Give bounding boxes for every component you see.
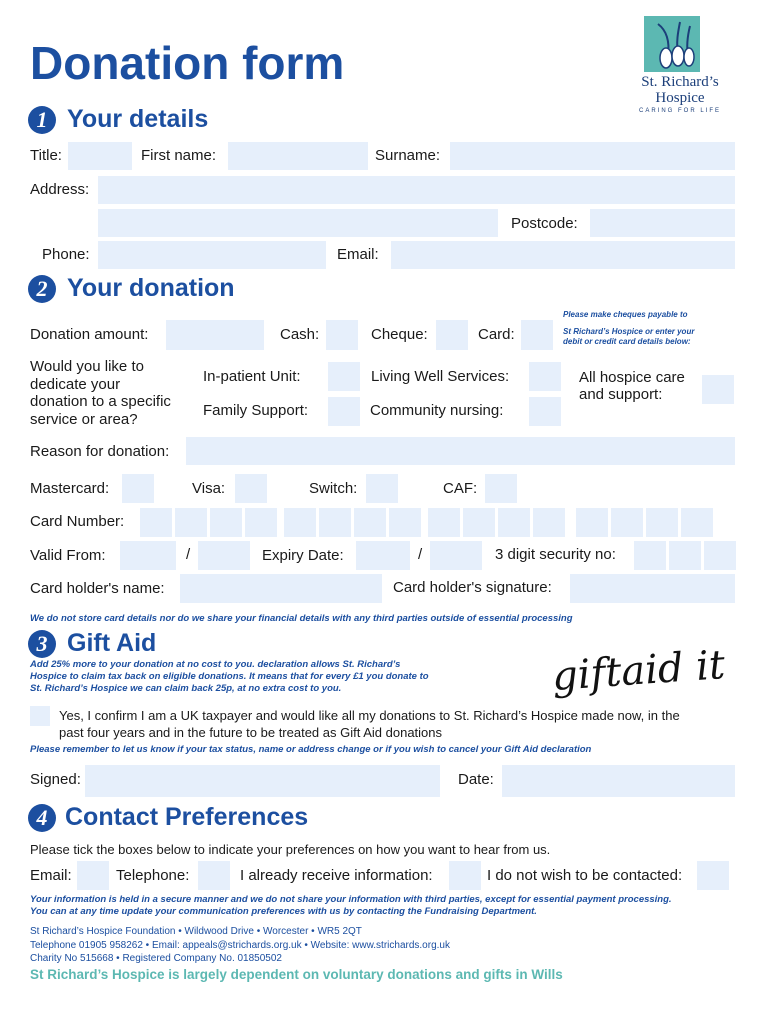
footer-tagline: St Richard’s Hospice is largely dependent on voluntary donations and gifts in Wills xyxy=(30,967,563,982)
firstname-input[interactable] xyxy=(228,142,368,170)
dedicate-line1: Would you like to xyxy=(30,358,144,375)
expiry-month-input[interactable] xyxy=(356,541,410,570)
security-digit-2[interactable] xyxy=(669,541,701,570)
section-2-title: Your donation xyxy=(67,274,235,302)
family-support-label: Family Support: xyxy=(203,402,309,419)
caf-label: CAF: xyxy=(443,480,478,497)
dedicate-line4: service or area? xyxy=(30,411,138,428)
giftaid-intro-line1: Add 25% more to your donation at no cost to you. declaration allows St. Richard’s xyxy=(30,659,401,670)
logo-name-line2: Hospice xyxy=(655,90,705,106)
snowdrop-logo-icon xyxy=(644,16,700,72)
giftaid-intro-line2: Hospice to claim tax back on eligible donations. It means that for every £1 you donate to xyxy=(30,671,429,682)
security-digit-1[interactable] xyxy=(634,541,666,570)
section-3-title: Gift Aid xyxy=(67,629,157,657)
postcode-label: Postcode: xyxy=(511,215,578,232)
donation-amount-input[interactable] xyxy=(166,320,264,350)
card-number-digit-11[interactable] xyxy=(498,508,530,537)
family-support-checkbox[interactable] xyxy=(328,397,360,426)
inpatient-checkbox[interactable] xyxy=(328,362,360,391)
card-number-digit-15[interactable] xyxy=(646,508,678,537)
no-contact-label: I do not wish to be contacted: xyxy=(487,867,683,884)
contact-info-line2: You can at any time update your communication preferences with us by contacting the Fundraising Department. xyxy=(30,906,537,917)
card-holder-signature-label: Card holder's signature: xyxy=(393,579,552,596)
valid-from-label: Valid From: xyxy=(30,547,106,564)
reason-label: Reason for donation: xyxy=(30,443,170,460)
surname-label: Surname: xyxy=(375,147,441,164)
card-holder-name-input[interactable] xyxy=(180,574,382,603)
cash-label: Cash: xyxy=(280,326,320,343)
logo-tagline: CARING FOR LIFE xyxy=(638,108,721,114)
contact-info-line1: Your information is held in a secure manner and we do not share your information with third parties, except for essential payment processing. xyxy=(30,894,672,905)
title-input[interactable] xyxy=(68,142,132,170)
contact-telephone-checkbox[interactable] xyxy=(198,861,230,890)
mastercard-label: Mastercard: xyxy=(30,480,110,497)
card-number-digit-4[interactable] xyxy=(245,508,277,537)
community-nursing-label: Community nursing: xyxy=(370,402,504,419)
card-number-digit-14[interactable] xyxy=(611,508,643,537)
reason-input[interactable] xyxy=(186,437,735,465)
card-number-label: Card Number: xyxy=(30,513,125,530)
inpatient-label: In-patient Unit: xyxy=(203,368,301,385)
card-number-digit-8[interactable] xyxy=(389,508,421,537)
section-4-number: 4 xyxy=(28,804,56,832)
card-number-digit-9[interactable] xyxy=(428,508,460,537)
security-number-label: 3 digit security no: xyxy=(495,546,616,563)
phone-input[interactable] xyxy=(98,241,326,269)
expiry-date-label: Expiry Date: xyxy=(262,547,344,564)
date-input[interactable] xyxy=(502,765,735,797)
cash-checkbox[interactable] xyxy=(326,320,358,350)
card-number-digit-12[interactable] xyxy=(533,508,565,537)
valid-from-month-input[interactable] xyxy=(120,541,176,570)
mastercard-checkbox[interactable] xyxy=(122,474,154,503)
card-number-digit-7[interactable] xyxy=(354,508,386,537)
card-label: Card: xyxy=(478,326,515,343)
card-number-digit-1[interactable] xyxy=(140,508,172,537)
card-number-digit-2[interactable] xyxy=(175,508,207,537)
giftaid-logo: giftaid it xyxy=(550,642,727,700)
footer-address: St Richard’s Hospice Foundation • Wildwood Drive • Worcester • WR5 2QT xyxy=(30,926,362,937)
signed-label: Signed: xyxy=(30,771,81,788)
dedicate-line2: dedicate your xyxy=(30,376,121,393)
section-2-number: 2 xyxy=(28,275,56,303)
logo-name-line1: St. Richard’s xyxy=(641,74,719,90)
section-1-number: 1 xyxy=(28,106,56,134)
expiry-slash: / xyxy=(418,546,423,563)
card-number-digit-16[interactable] xyxy=(681,508,713,537)
address-input-line2[interactable] xyxy=(98,209,498,237)
hospice-logo xyxy=(620,16,740,116)
email-label: Email: xyxy=(337,246,379,263)
visa-label: Visa: xyxy=(192,480,226,497)
contact-telephone-label: Telephone: xyxy=(116,867,190,884)
dedicate-line3: donation to a specific xyxy=(30,393,171,410)
card-number-digit-3[interactable] xyxy=(210,508,242,537)
living-well-label: Living Well Services: xyxy=(371,368,510,385)
cheque-note-line2: St Richard’s Hospice or enter your xyxy=(563,327,695,336)
giftaid-intro-line3: St. Richard’s Hospice we can claim back 25p, at no extra cost to you. xyxy=(30,683,342,694)
giftaid-reminder: Please remember to let us know if your tax status, name or address change or if you wish to cancel your Gift Aid declaration xyxy=(30,744,592,755)
card-number-digit-13[interactable] xyxy=(576,508,608,537)
already-receive-label: I already receive information: xyxy=(240,867,433,884)
cheque-label: Cheque: xyxy=(371,326,428,343)
card-number-digit-6[interactable] xyxy=(319,508,351,537)
valid-from-year-input[interactable] xyxy=(198,541,250,570)
no-contact-checkbox[interactable] xyxy=(697,861,729,890)
donation-amount-label: Donation amount: xyxy=(30,326,149,343)
all-care-line1: All hospice care xyxy=(579,369,685,386)
contact-intro: Please tick the boxes below to indicate your preferences on how you want to hear from us. xyxy=(30,842,551,857)
section-3-number: 3 xyxy=(28,630,56,658)
cheque-checkbox[interactable] xyxy=(436,320,468,350)
security-digit-3[interactable] xyxy=(704,541,736,570)
address-input-line1[interactable] xyxy=(98,176,735,204)
postcode-input[interactable] xyxy=(590,209,735,237)
card-number-digit-5[interactable] xyxy=(284,508,316,537)
switch-label: Switch: xyxy=(309,480,358,497)
email-input[interactable] xyxy=(391,241,735,269)
section-1-title: Your details xyxy=(67,105,209,133)
contact-email-checkbox[interactable] xyxy=(77,861,109,890)
cheque-note-line1: Please make cheques payable to xyxy=(563,310,688,319)
page-title: Donation form xyxy=(30,37,345,89)
giftaid-confirm-line2: past four years and in the future to be treated as Gift Aid donations xyxy=(59,725,443,740)
surname-input[interactable] xyxy=(450,142,735,170)
contact-email-label: Email: xyxy=(30,867,72,884)
footer-contacts: Telephone 01905 958262 • Email: appeals@strichards.org.uk • Website: www.strichards.org.uk xyxy=(30,940,450,951)
card-privacy-note: We do not store card details nor do we share your financial details with any third parties outside of essential processing xyxy=(30,613,573,624)
cheque-note-line3: debit or credit card details below: xyxy=(563,337,691,346)
date-label: Date: xyxy=(458,771,494,788)
expiry-year-input[interactable] xyxy=(430,541,482,570)
title-label: Title: xyxy=(30,147,62,164)
already-receive-checkbox[interactable] xyxy=(449,861,481,890)
footer-registration: Charity No 515668 • Registered Company No. 01850502 xyxy=(30,953,282,964)
giftaid-confirm-checkbox[interactable] xyxy=(30,706,50,726)
address-label: Address: xyxy=(30,181,90,198)
switch-checkbox[interactable] xyxy=(366,474,398,503)
section-4-title: Contact Preferences xyxy=(65,803,309,831)
community-nursing-checkbox[interactable] xyxy=(529,397,561,426)
living-well-checkbox[interactable] xyxy=(529,362,561,391)
card-holder-name-label: Card holder's name: xyxy=(30,580,165,597)
caf-checkbox[interactable] xyxy=(485,474,517,503)
card-holder-signature-input[interactable] xyxy=(570,574,735,603)
firstname-label: First name: xyxy=(141,147,217,164)
card-checkbox[interactable] xyxy=(521,320,553,350)
valid-from-slash: / xyxy=(186,546,191,563)
all-care-checkbox[interactable] xyxy=(702,375,734,404)
phone-label: Phone: xyxy=(42,246,90,263)
all-care-line2: and support: xyxy=(579,386,663,403)
giftaid-confirm-line1: Yes, I confirm I am a UK taxpayer and would like all my donations to St. Richard’s Hospice made now, in the xyxy=(59,708,680,723)
signed-input[interactable] xyxy=(85,765,440,797)
card-number-digit-10[interactable] xyxy=(463,508,495,537)
visa-checkbox[interactable] xyxy=(235,474,267,503)
